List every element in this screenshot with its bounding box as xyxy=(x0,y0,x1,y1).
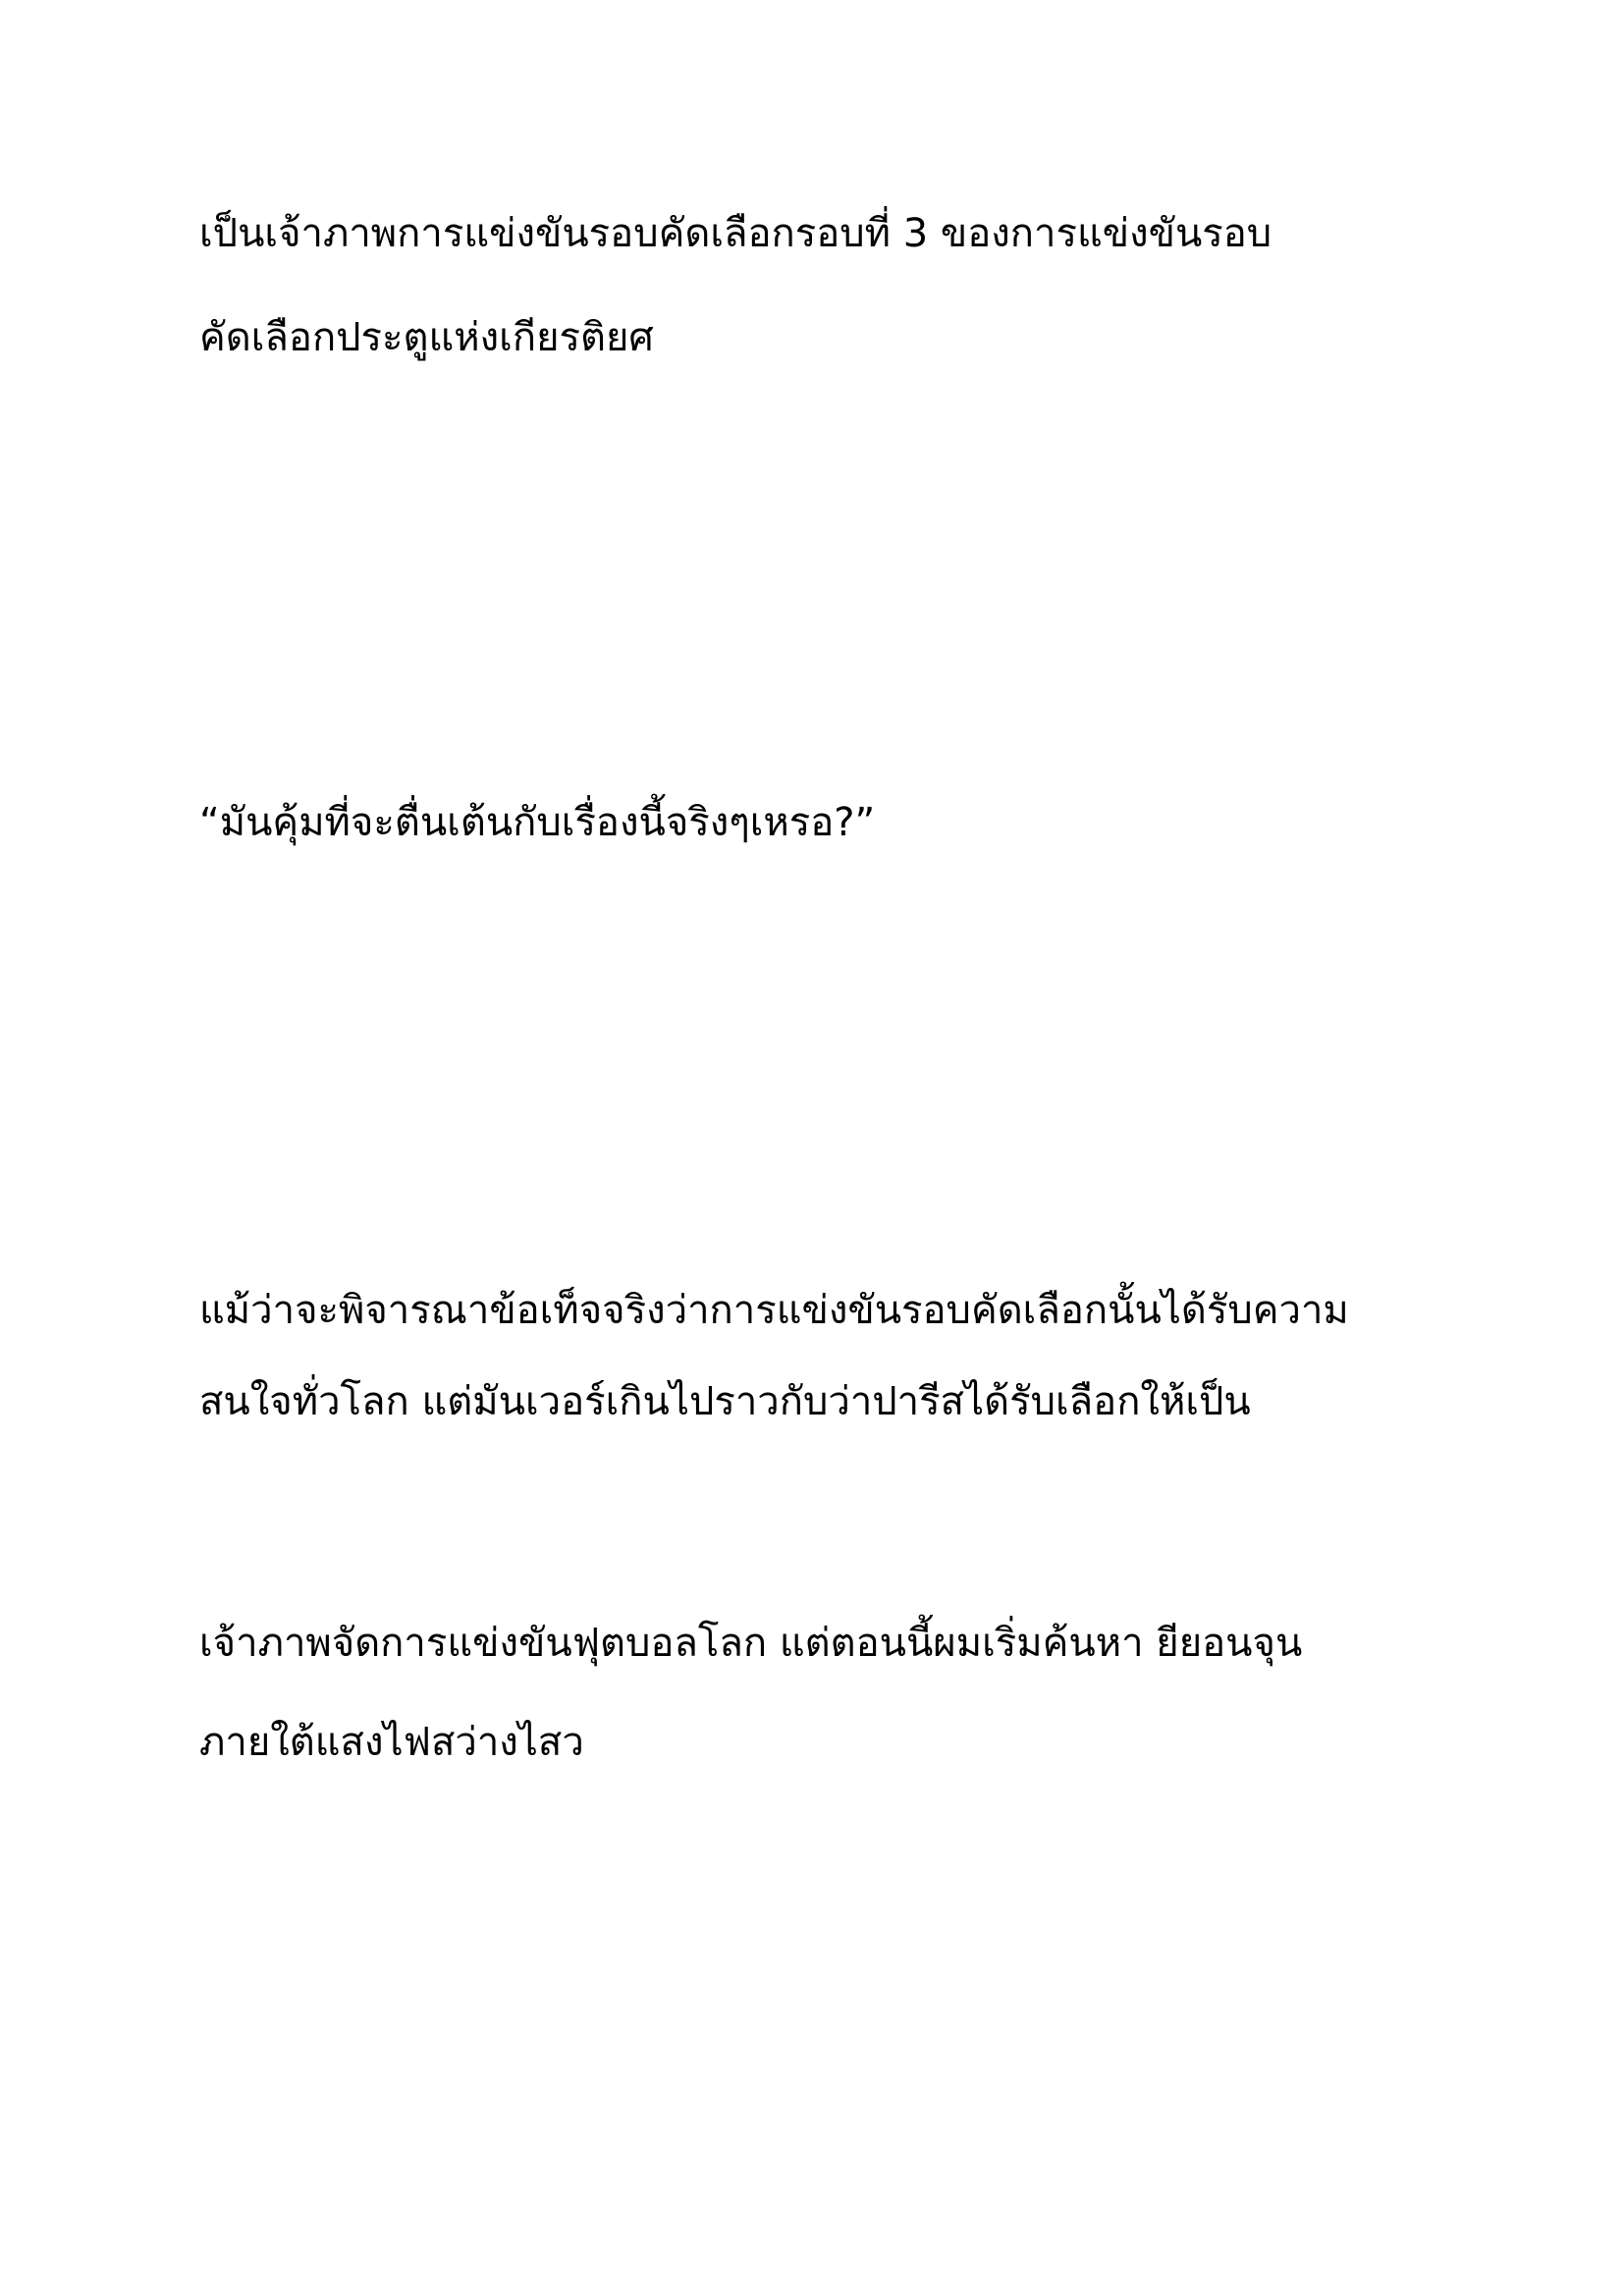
paragraph-3-line-1: แม้ว่าจะพิจารณาข้อเท็จจริงว่าการแข่งขันรอบคัดเลือกนั้นได้รับความ xyxy=(199,1288,1349,1333)
paragraph-4-line-1: เจ้าภาพจัดการแข่งขันฟุตบอลโลก แต่ตอนนี้ผมเริ่มค้นหา ยียอนจุน xyxy=(199,1621,1303,1666)
paragraph-3-line-2: สนใจทั่วโลก แต่มันเวอร์เกินไปราวกับว่าปารีสได้รับเลือกให้เป็น xyxy=(199,1379,1251,1424)
paragraph-1-line-2: คัดเลือกประตูแห่งเกียรติยศ xyxy=(199,315,654,360)
paragraph-4-line-2: ภายใต้แสงไฟสว่างไสว xyxy=(199,1720,584,1765)
paragraph-2-line-1: “มันคุ้มที่จะตื่นเต้นกับเรื่องนี้จริงๆเหรอ?” xyxy=(199,800,876,845)
paragraph-1-line-1: เป็นเจ้าภาพการแข่งขันรอบคัดเลือกรอบที่ 3 ของการแข่งขันรอบ xyxy=(199,211,1272,256)
